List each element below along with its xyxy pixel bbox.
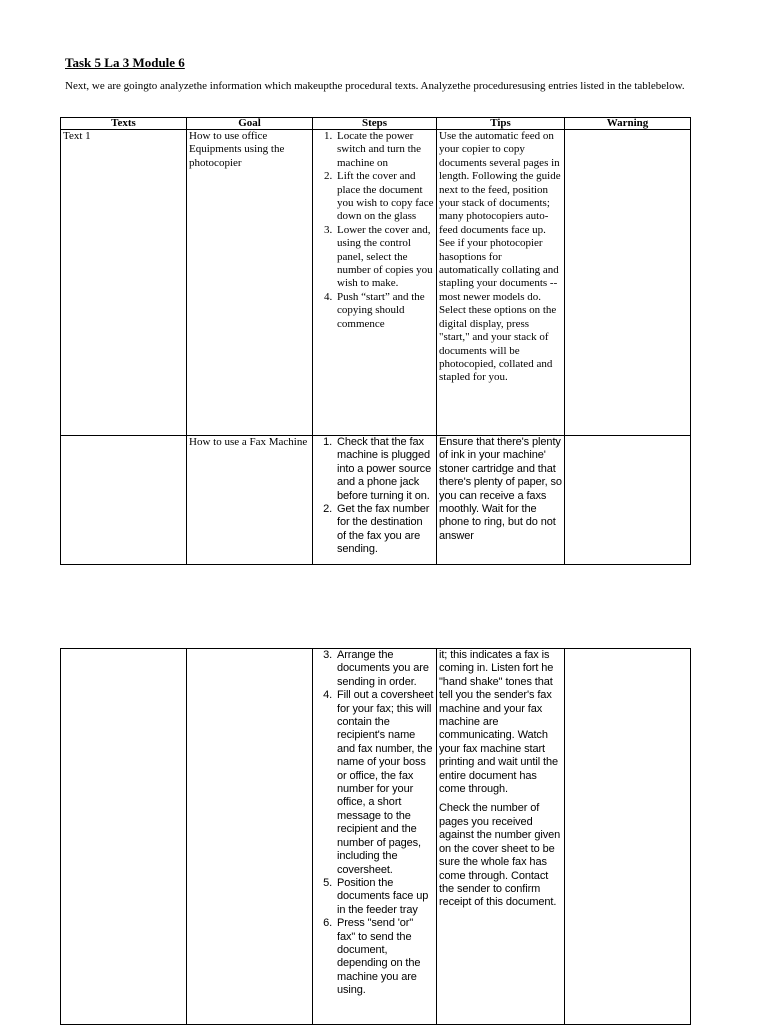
step-item: 6. Press "send 'or" fax" to send the document, depending on the machine you are using.	[335, 917, 434, 997]
steps-list	[315, 436, 434, 557]
procedure-table	[60, 117, 691, 565]
warning-cell	[565, 649, 691, 1025]
step-item: 3. Lower the cover and, using the control panel, select the number of copies you wish to make.	[335, 224, 434, 291]
tip-paragraph: Check the number of pages you received against the number given on the cover sheet to be sure the whole fax has come through. Contact the sender to confirm receipt of this document.	[439, 802, 561, 909]
warning-cell	[565, 436, 691, 565]
goal-cell	[187, 649, 313, 1025]
texts-cell	[61, 649, 187, 1025]
steps-list	[315, 130, 434, 331]
column-header-goal: Goal	[187, 118, 313, 130]
steps-cell	[313, 436, 437, 565]
tip-paragraph: it; this indicates a fax is coming in. Listen fort he "hand shake" tones that tell you the sender's fax machine and your fax machine are communicating. Watch your fax machine start printing and wait until the entire document has come through.	[439, 649, 558, 796]
tips-cell: Ensure that there's plenty of ink in your machine' stoner cartridge and that there's plenty of paper, so you can receive a faxs moothly. Wait for the phone to ring, but do not answer	[437, 436, 565, 565]
step-item: 3. Arrange the documents you are sending in order.	[335, 649, 434, 689]
texts-cell: Text 1	[61, 130, 187, 436]
goal-cell: How to use office Equipments using the photocopier	[187, 130, 313, 436]
table-row	[61, 436, 691, 565]
column-header-tips: Tips	[437, 118, 565, 130]
column-header-texts: Texts	[61, 118, 187, 130]
table-row	[61, 649, 691, 1025]
procedure-table-continued	[60, 648, 691, 1025]
step-item: 2. Lift the cover and place the document you wish to copy face down on the glass	[335, 170, 434, 224]
step-item: 2. Get the fax number for the destination of the fax you are sending.	[335, 503, 434, 557]
step-item: 4. Fill out a coversheet for your fax; this will contain the recipient's name and fax number, the name of your boss or office, the fax number for your office, a short message to the recipient and the number of pages, including the coversheet.	[335, 689, 434, 877]
column-header-warning: Warning	[565, 118, 691, 130]
table-header-row	[61, 118, 691, 130]
step-item: 4. Push “start” and the copying should commence	[335, 291, 434, 331]
step-item: 1. Check that the fax machine is plugged into a power source and a phone jack before turning it on.	[335, 436, 434, 503]
step-item: 5. Position the documents face up in the feeder tray	[335, 877, 434, 917]
tips-cell	[437, 649, 565, 1025]
steps-cell	[313, 649, 437, 1025]
steps-cell	[313, 130, 437, 436]
column-header-steps: Steps	[313, 118, 437, 130]
steps-list	[315, 649, 434, 998]
step-item: 1. Locate the power switch and turn the machine on	[335, 130, 434, 170]
goal-cell: How to use a Fax Machine	[187, 436, 313, 565]
warning-cell	[565, 130, 691, 436]
intro-paragraph: Next, we are goingto analyzethe information which makeupthe procedural texts. Analyzethe proceduresusing entries listed in the tablebelow.	[65, 80, 685, 92]
texts-cell	[61, 436, 187, 565]
tips-cell: Use the automatic feed on your copier to copy documents several pages in length. Following the guide next to the feed, position your stack of documents; many photocopiers auto-feed documents face up. See if your photocopier hasoptions for automatically collating and stapling your documents -- most newer models do. Select these options on the digital display, press "start," and your stack of documents will be photocopied, collated and stapled for you.	[437, 130, 565, 436]
page-title: Task 5 La 3 Module 6	[65, 55, 185, 70]
table-row	[61, 130, 691, 436]
